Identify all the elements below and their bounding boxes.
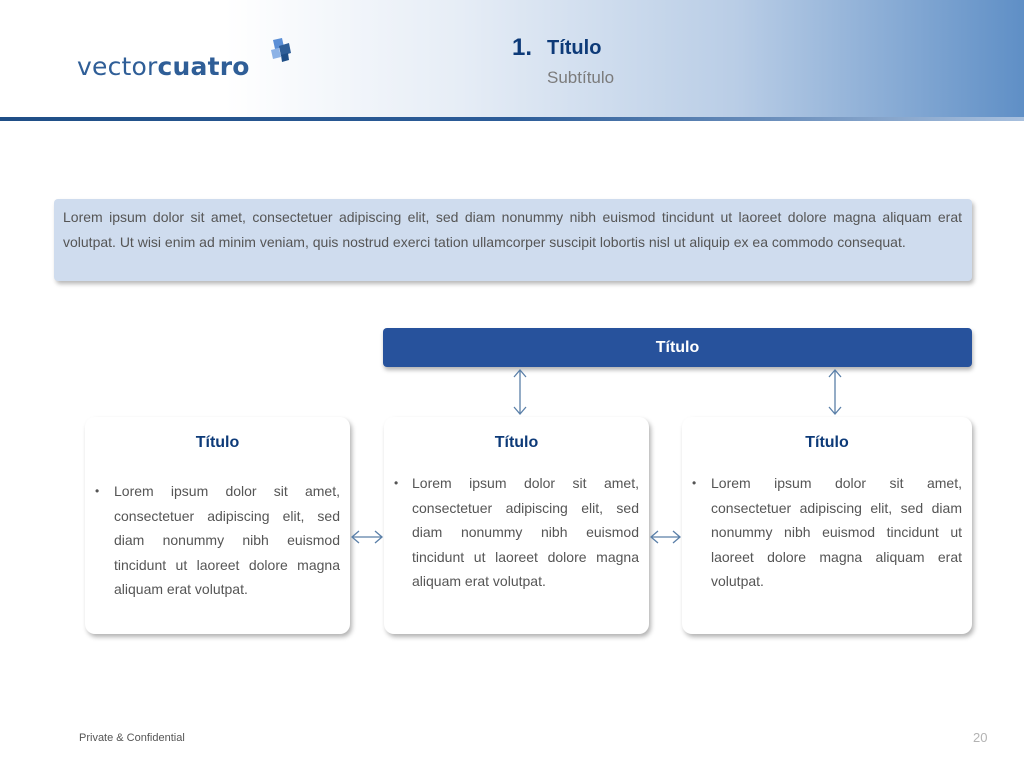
- card-title: Título: [805, 434, 849, 451]
- slide-title: Título: [547, 37, 602, 59]
- top-bar-title: Título: [655, 338, 700, 356]
- card-bullet-text: Lorem ipsum dolor sit amet, consectetuer adipiscing elit, sed diam nonummy nibh euismod tincidunt ut laoreet dolore magna aliquam erat volutpat.: [114, 483, 340, 597]
- slide-subtitle: Subtítulo: [547, 68, 615, 87]
- card-title: Título: [195, 434, 240, 451]
- footer-confidential: Private & Confidential: [79, 732, 185, 744]
- bullet-icon: •: [95, 484, 100, 498]
- double-arrow-horizontal-icon: [651, 531, 680, 543]
- section-number: 1.: [512, 34, 533, 61]
- intro-text: Lorem ipsum dolor sit amet, consectetuer adipiscing elit, sed diam nonummy nibh euismod tincidunt ut laoreet dolore magna aliquam erat volutpat. Ut wisi enim ad minim veniam, quis nostrud exerci tation ullamcorper suscipit lobortis nisl ut aliquip ex ea commodo consequat.: [63, 209, 962, 250]
- double-arrow-horizontal-icon: [352, 531, 382, 543]
- card-bullet-text: Lorem ipsum dolor sit amet, consectetuer adipiscing elit, sed diam nonummy nibh euismod tincidunt ut laoreet dolore magna aliquam erat volutpat.: [412, 475, 639, 589]
- logo-wordmark: vectorcuatro: [77, 52, 250, 81]
- card-title: Título: [494, 434, 539, 451]
- card-bullet-text: Lorem ipsum dolor sit amet, consectetuer adipiscing elit, sed diam nonummy nibh euismod tincidunt ut laoreet dolore magna aliquam erat volutpat.: [711, 475, 962, 589]
- bullet-icon: •: [394, 476, 399, 490]
- double-arrow-vertical-icon: [514, 370, 526, 414]
- bullet-icon: •: [692, 476, 697, 490]
- page-number: 20: [973, 730, 988, 745]
- double-arrow-vertical-icon: [829, 370, 841, 414]
